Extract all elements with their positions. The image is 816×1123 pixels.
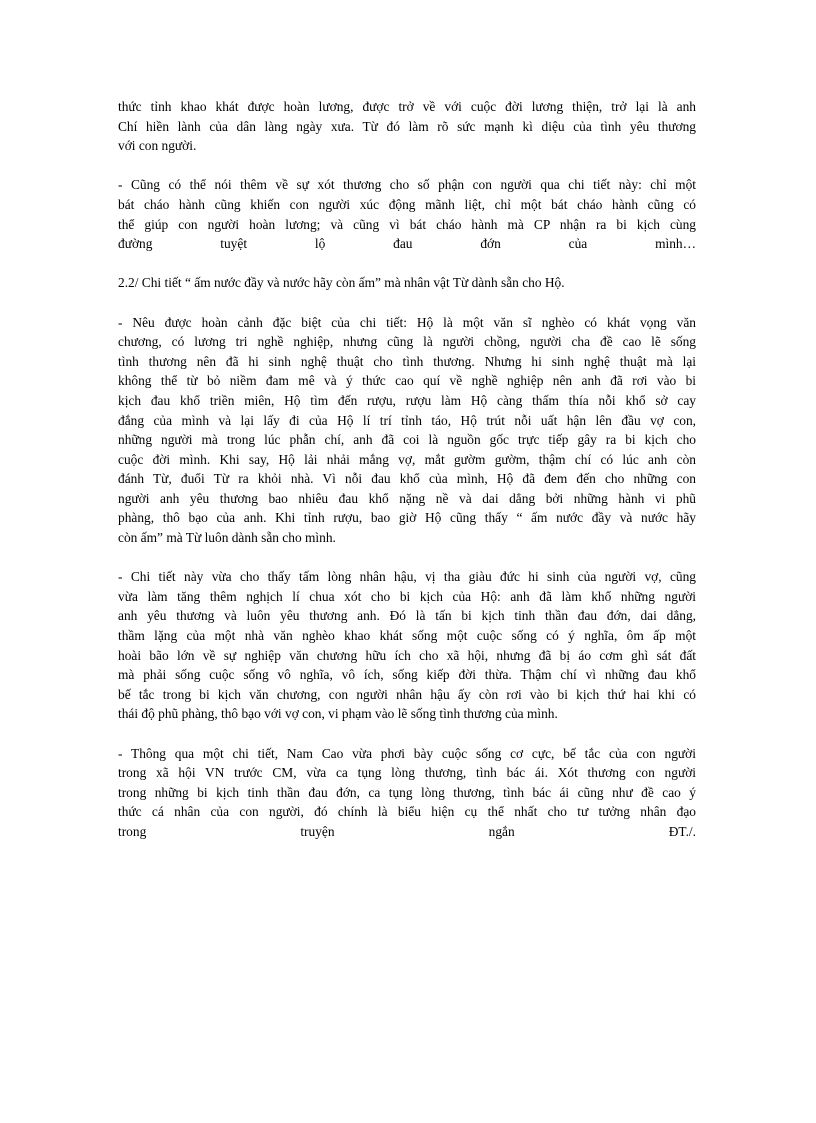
paragraph-line: - Nêu được hoàn cảnh đặc biệt của chi tiết: Hộ là một văn sĩ nghèo có khát vọng văn xyxy=(118,314,696,330)
paragraph-3 xyxy=(118,313,696,548)
paragraph-line: không thể từ bỏ niềm đam mê và ý thức cao quí về nghề nghiệp nên anh đã rơi vào bi xyxy=(118,373,696,389)
paragraph-spacer xyxy=(118,548,696,568)
paragraph-line: cuộc đời mình. Khi say, Hộ lải nhải mắng vợ, mắt gườm gườm, thậm chí có lúc anh còn xyxy=(118,451,696,467)
paragraph-line: những người mà trong lúc phẫn chí, anh đã coi là nguồn gốc trực tiếp gây ra bi kịch cho xyxy=(118,432,696,448)
paragraph-line: tình thương nên đã hi sinh nghệ thuật cho tình thương. Nhưng hi sinh nghệ thuật mà lại xyxy=(118,353,696,369)
paragraph-line: trong xã hội VN trước CM, vừa ca tụng lòng thương, tình bác ái. Xót thương con người xyxy=(118,765,696,781)
paragraph-line: mà phải sống cuộc sống vô nghĩa, vô ích, sống kiếp đời thừa. Thậm chí vì những đau khổ xyxy=(118,667,696,683)
paragraph-line: thể giúp con người hoàn lương; và cũng vì bát cháo hành mà CP nhận ra bi kịch cùng xyxy=(118,216,696,232)
paragraph-line: Chí hiền lành của dân làng ngày xưa. Từ đó làm rõ sức mạnh kì diệu của tình yêu thương xyxy=(118,118,696,134)
paragraph-line: - Chi tiết này vừa cho thấy tấm lòng nhân hậu, vị tha giàu đức hi sinh của người vợ, cũng xyxy=(118,569,696,585)
paragraph-spacer xyxy=(118,293,696,313)
paragraph-2 xyxy=(118,175,696,253)
paragraph-1 xyxy=(118,97,696,156)
paragraph-line: anh yêu thương và luôn yêu thương anh. Đó là tấn bi kịch tinh thần đau đớn, dai dẳng, xyxy=(118,608,696,624)
paragraph-line: còn ấm” mà Từ luôn dành sẵn cho mình. xyxy=(118,530,336,546)
paragraph-line: đánh Từ, đuổi Từ ra khỏi nhà. Vì nỗi đau khổ của mình, Hộ đã đem đến cho những con xyxy=(118,471,696,487)
paragraph-line: trong những bi kịch tinh thần đau đớn, ca tụng lòng thương, tình bác ái cũng như đề cao ý xyxy=(118,784,696,800)
paragraph-line: thái độ phũ phàng, thô bạo với vợ con, vi phạm vào lẽ sống tình thương của mình. xyxy=(118,706,558,722)
paragraph-line: vừa làm tăng thêm nghịch lí chua xót cho bi kịch của Hộ: anh đã làm khổ những người xyxy=(118,588,696,604)
paragraph-line: bát cháo hành cũng khiến con người xúc động mãnh liệt, chỉ một bát cháo hành cũng có xyxy=(118,196,696,212)
paragraph-line: trong truyện ngắn ĐT./. xyxy=(118,823,696,839)
paragraph-line: bế tắc trong bi kịch văn chương, con người nhân hậu ấy còn rơi vào bi kịch thứ hai khi có xyxy=(118,686,696,702)
paragraph-line: thức tỉnh khao khát được hoàn lương, được trở về với cuộc đời lương thiện, trở lại là anh xyxy=(118,99,696,114)
document-page xyxy=(118,97,696,842)
paragraph-line: hoài bão lớn về sự nghiệp văn chương hữu ích cho xã hội, nhưng đã bị áo cơm ghì sát đất xyxy=(118,647,696,663)
paragraph-line: với con người. xyxy=(118,138,197,154)
paragraph-line: đắng của mình và lại lấy đi của Hộ lí trí tỉnh táo, Hộ trút nỗi uất hận lên đầu vợ con, xyxy=(118,412,696,428)
paragraph-line: người anh yêu thương bao nhiêu đau khổ nặng nề và dai dẳng bởi những hành vi phũ xyxy=(118,490,696,506)
paragraph-line: đường tuyệt lộ đau đớn của mình… xyxy=(118,236,696,252)
paragraph-line: chương, có lương tri nghề nghiệp, nhưng cũng là người chồng, người cha đề cao lẽ sống xyxy=(118,334,696,350)
section-heading: 2.2/ Chi tiết “ ấm nước đầy và nước hãy còn ấm” mà nhân vật Từ dành sẵn cho Hộ. xyxy=(118,275,565,291)
paragraph-line: kịch đau khổ triền miên, Hộ tìm đến rượu, rượu làm Hộ càng thấm thía nỗi khổ sở cay xyxy=(118,392,696,408)
paragraph-line: - Cũng có thể nói thêm về sự xót thương cho số phận con người qua chi tiết này: chỉ một xyxy=(118,177,696,193)
paragraph-spacer xyxy=(118,254,696,274)
paragraph-4 xyxy=(118,567,696,724)
paragraph-spacer xyxy=(118,724,696,744)
paragraph-line: thầm lặng của một nhà văn nghèo khao khát sống một cuộc sống có ý nghĩa, ôm ấp một xyxy=(118,628,696,644)
paragraph-5 xyxy=(118,744,696,842)
paragraph-line: thức cá nhân của con người, đó chính là biểu hiện cụ thể nhất cho tư tưởng nhân đạo xyxy=(118,804,696,820)
paragraph-line: phàng, thô bạo của anh. Khi tỉnh rượu, bao giờ Hộ cũng thấy “ ấm nước đầy và nước hãy xyxy=(118,510,696,526)
paragraph-line: - Thông qua một chi tiết, Nam Cao vừa phơi bày cuộc sống cơ cực, bế tắc của con người xyxy=(118,745,696,761)
paragraph-spacer xyxy=(118,156,696,176)
